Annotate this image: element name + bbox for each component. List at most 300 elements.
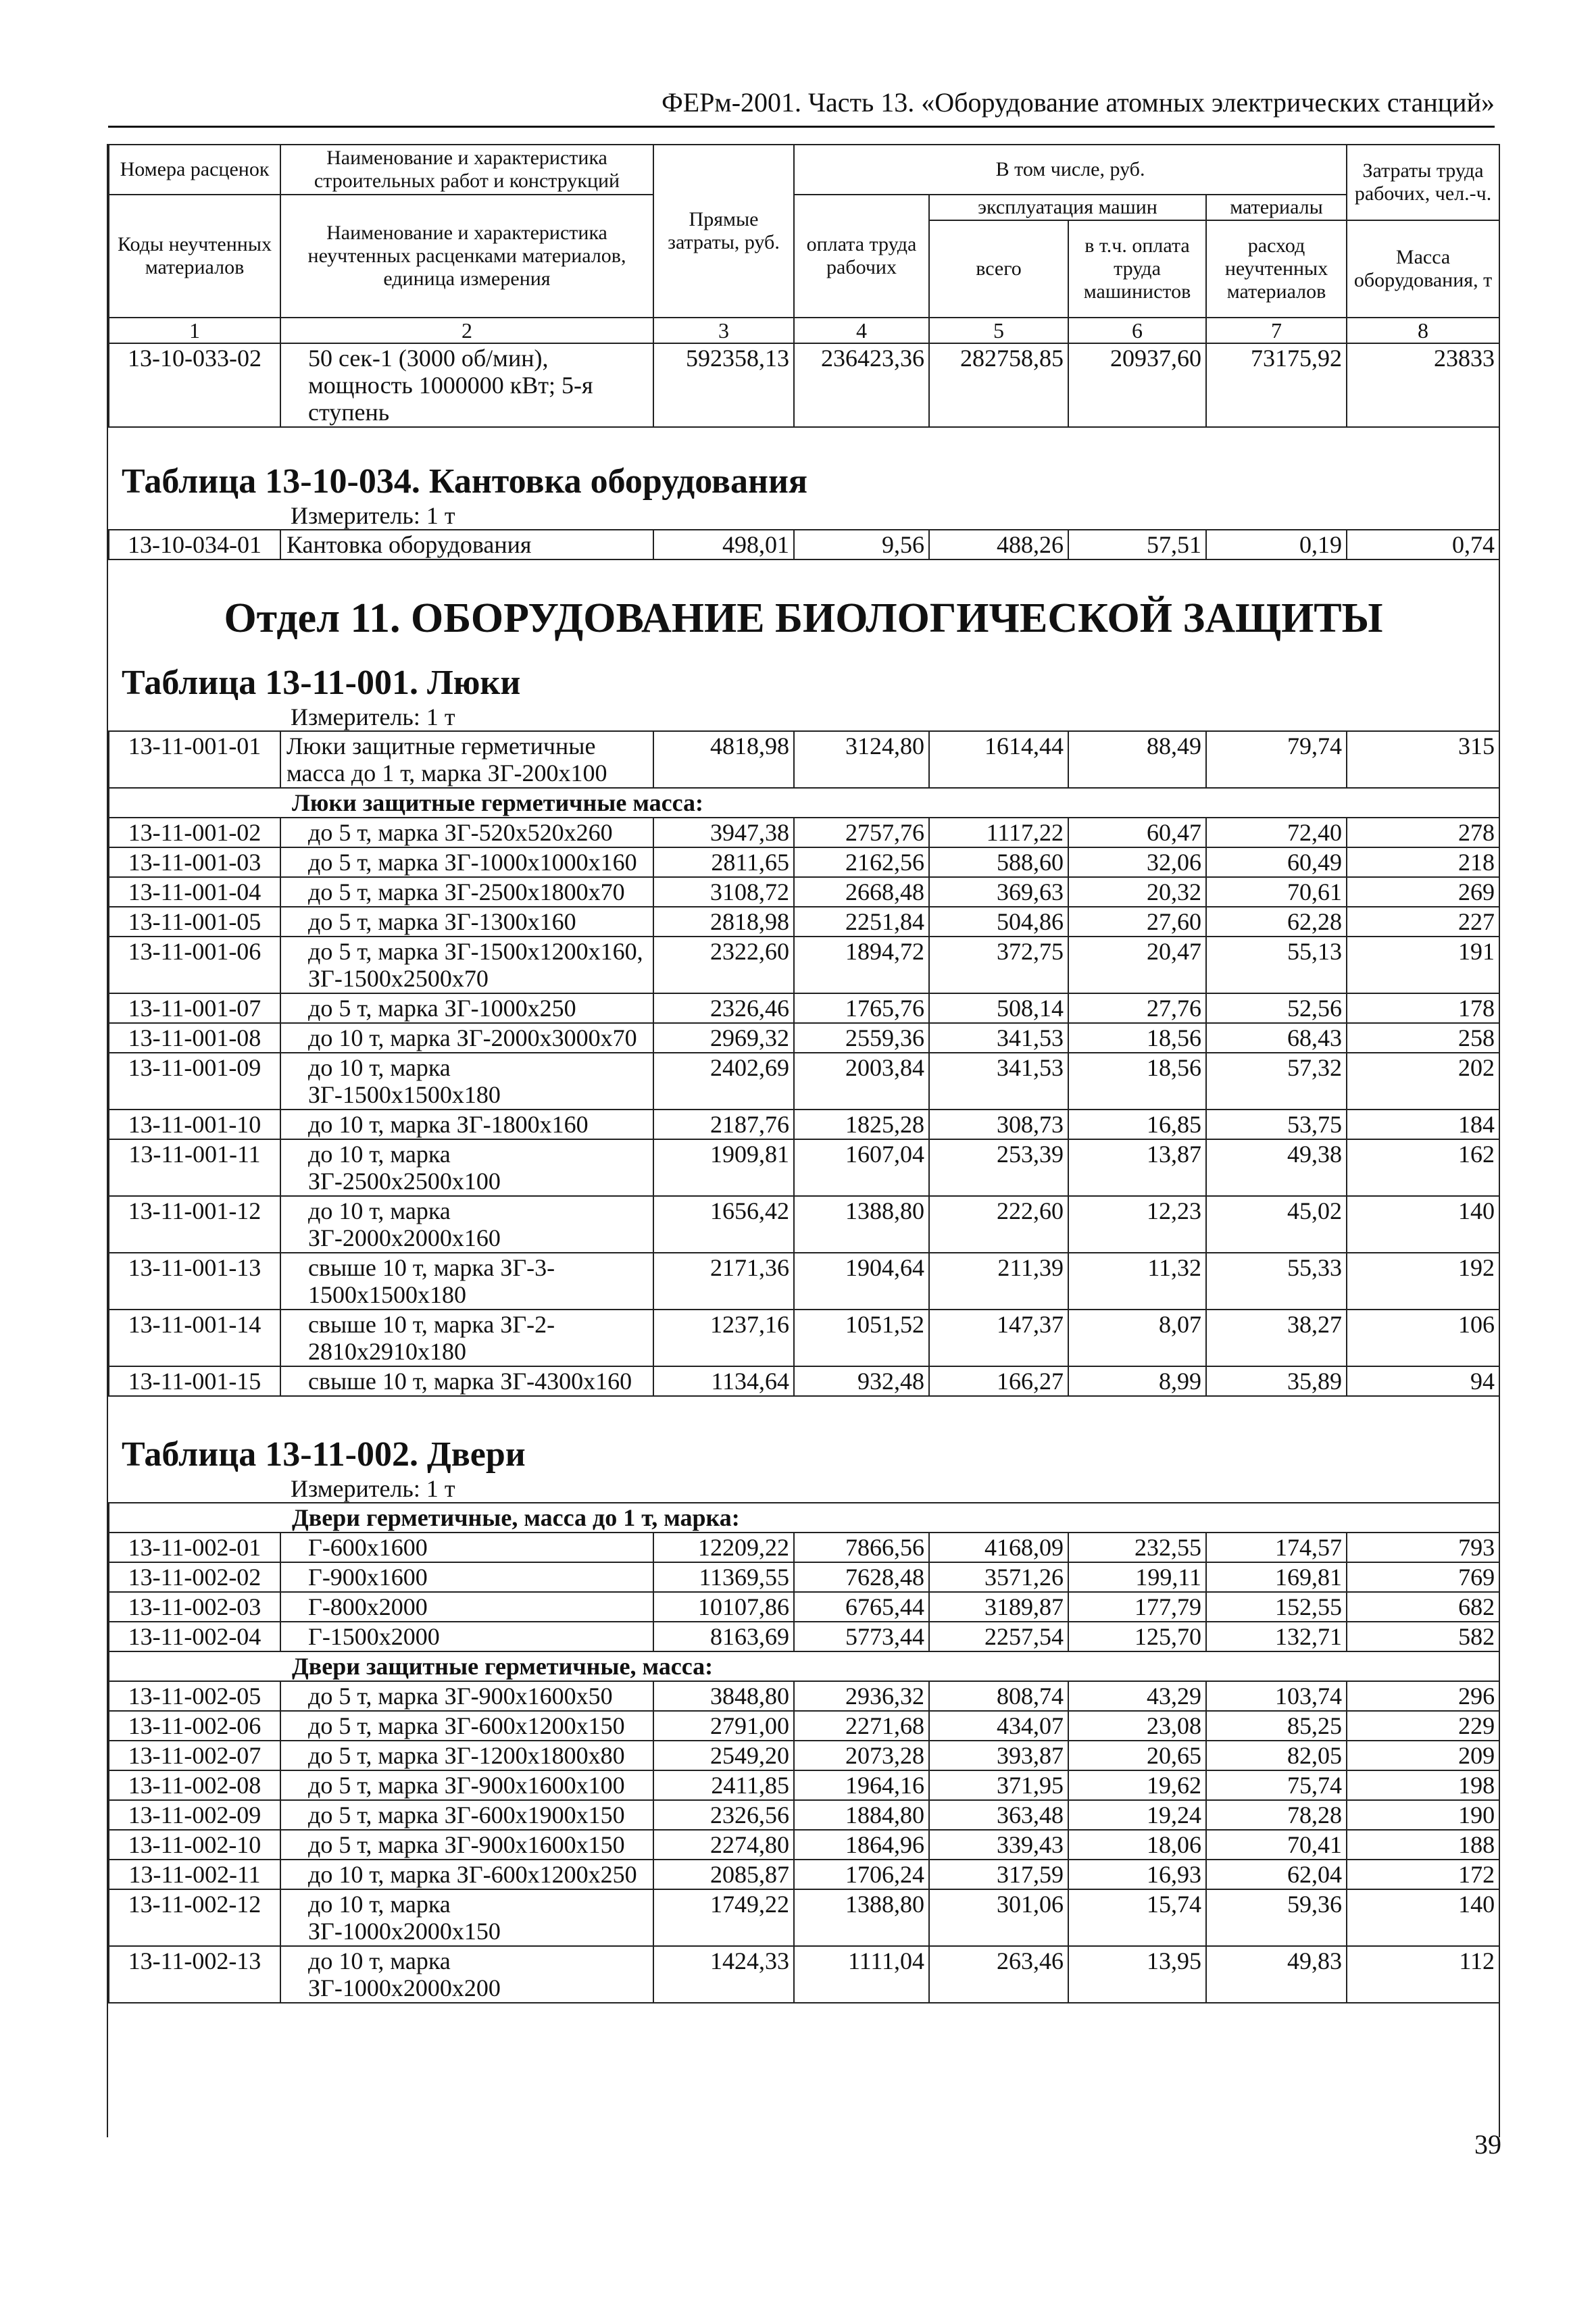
- rate-code: 13-11-001-11: [109, 1139, 280, 1196]
- value-labor-cost: 682: [1347, 1592, 1499, 1622]
- rate-name: до 10 т, марка ЗГ-2500х2500х100: [280, 1139, 653, 1196]
- value-machinists: 20,65: [1068, 1741, 1206, 1770]
- value-materials: 75,74: [1206, 1770, 1347, 1800]
- value-materials: 62,28: [1206, 907, 1347, 937]
- value-labor-cost: 0,74: [1347, 530, 1499, 559]
- value-labor-cost: 229: [1347, 1711, 1499, 1741]
- value-materials: 103,74: [1206, 1681, 1347, 1711]
- value-labor-pay: 5773,44: [794, 1622, 929, 1651]
- rate-code: 13-11-001-01: [109, 731, 280, 788]
- value-direct: 1749,22: [653, 1889, 794, 1946]
- value-machines: 3571,26: [929, 1562, 1068, 1592]
- rate-code: 13-11-002-03: [109, 1592, 280, 1622]
- value-materials: 169,81: [1206, 1562, 1347, 1592]
- value-materials: 68,43: [1206, 1023, 1347, 1053]
- value-machines: 371,95: [929, 1770, 1068, 1800]
- value-labor-pay: 1607,04: [794, 1139, 929, 1196]
- value-labor-cost: 296: [1347, 1681, 1499, 1711]
- value-labor-cost: 198: [1347, 1770, 1499, 1800]
- value-labor-cost: 192: [1347, 1253, 1499, 1310]
- table-row: [109, 731, 1499, 788]
- table-row: [109, 1830, 1499, 1860]
- value-materials: 62,04: [1206, 1860, 1347, 1889]
- value-materials: 70,41: [1206, 1830, 1347, 1860]
- table-row: [109, 530, 1499, 559]
- hdr-machines-incl: в т.ч. оплата труда машинистов: [1068, 220, 1206, 318]
- rate-name: до 10 т, марка ЗГ-1800х160: [280, 1110, 653, 1139]
- value-materials: 79,74: [1206, 731, 1347, 788]
- value-machinists: 18,06: [1068, 1830, 1206, 1860]
- table-row: [109, 877, 1499, 907]
- table-row: [109, 1139, 1499, 1196]
- rate-code: 13-11-001-05: [109, 907, 280, 937]
- table-row: [109, 1533, 1499, 1562]
- table-row: [109, 1860, 1499, 1889]
- value-machines: 301,06: [929, 1889, 1068, 1946]
- value-labor-pay: 2003,84: [794, 1053, 929, 1110]
- value-machinists: 19,62: [1068, 1770, 1206, 1800]
- rate-code: 13-11-002-07: [109, 1741, 280, 1770]
- value-labor-pay: 7628,48: [794, 1562, 929, 1592]
- rate-code: 13-11-001-10: [109, 1110, 280, 1139]
- hdr-machines-total: всего: [929, 220, 1068, 318]
- value-materials: 132,71: [1206, 1622, 1347, 1651]
- hdr-equip-mass: Масса оборудования, т: [1347, 220, 1499, 318]
- value-machines: 339,43: [929, 1830, 1068, 1860]
- value-machinists: 23,08: [1068, 1711, 1206, 1741]
- value-machinists: 27,76: [1068, 993, 1206, 1023]
- value-materials: 45,02: [1206, 1196, 1347, 1253]
- hdr-num-8: 8: [1347, 318, 1499, 343]
- rate-name: до 5 т, марка ЗГ-1500х1200х160, ЗГ-1500х2500х70: [280, 937, 653, 993]
- measure-034: Измеритель: 1 т: [291, 502, 455, 529]
- value-direct: 2402,69: [653, 1053, 794, 1110]
- page-number: 39: [1474, 2129, 1501, 2160]
- value-machinists: 125,70: [1068, 1622, 1206, 1651]
- rate-code: 13-11-001-04: [109, 877, 280, 907]
- rate-name: до 5 т, марка ЗГ-2500х1800х70: [280, 877, 653, 907]
- rate-code: 13-11-001-03: [109, 847, 280, 877]
- rate-name: до 5 т, марка ЗГ-600х1900х150: [280, 1800, 653, 1830]
- value-labor-pay: 1864,96: [794, 1830, 929, 1860]
- value-labor-pay: 2271,68: [794, 1711, 929, 1741]
- value-labor-cost: 190: [1347, 1800, 1499, 1830]
- value-machines: 211,39: [929, 1253, 1068, 1310]
- rate-name: до 5 т, марка ЗГ-520х520х260: [280, 818, 653, 847]
- rate-name: Г-600х1600: [280, 1533, 653, 1562]
- value-labor-pay: 932,48: [794, 1366, 929, 1396]
- value-machines: 2257,54: [929, 1622, 1068, 1651]
- group-row: [109, 1651, 1499, 1681]
- value-labor-cost: 315: [1347, 731, 1499, 788]
- rate-code: 13-11-002-05: [109, 1681, 280, 1711]
- value-machinists: 232,55: [1068, 1533, 1206, 1562]
- value-machines: 4168,09: [929, 1533, 1068, 1562]
- table-row: [109, 993, 1499, 1023]
- value-labor-cost: 218: [1347, 847, 1499, 877]
- value-machinists: 27,60: [1068, 907, 1206, 937]
- table-row: [109, 1770, 1499, 1800]
- hdr-machines: эксплуатация машин: [929, 195, 1206, 220]
- section-title: Отдел 11. ОБОРУДОВАНИЕ БИОЛОГИЧЕСКОЙ ЗАЩИТЫ: [224, 595, 1383, 641]
- hdr-num-2: 2: [280, 318, 653, 343]
- rate-name: до 10 т, марка ЗГ-1000х2000х200: [280, 1946, 653, 2003]
- hdr-name-bottom: Наименование и характеристика неучтенных расценками материалов, единица измерения: [280, 195, 653, 318]
- value-machines: 369,63: [929, 877, 1068, 907]
- rate-code: 13-10-034-01: [109, 530, 280, 559]
- rate-name: до 5 т, марка ЗГ-900х1600х100: [280, 1770, 653, 1800]
- rate-code: 13-11-002-06: [109, 1711, 280, 1741]
- value-machines: 341,53: [929, 1023, 1068, 1053]
- rate-name: до 10 т, марка ЗГ-2000х3000х70: [280, 1023, 653, 1053]
- rate-name: Г-900х1600: [280, 1562, 653, 1592]
- rate-code: 13-11-002-08: [109, 1770, 280, 1800]
- value-direct: 10107,86: [653, 1592, 794, 1622]
- value-materials: 55,13: [1206, 937, 1347, 993]
- value-machinists: 32,06: [1068, 847, 1206, 877]
- rate-name: Г-800х2000: [280, 1592, 653, 1622]
- rate-name: до 5 т, марка ЗГ-900х1600х150: [280, 1830, 653, 1860]
- table-row: [109, 1592, 1499, 1622]
- measure-001: Измеритель: 1 т: [291, 703, 455, 730]
- value-machines: 808,74: [929, 1681, 1068, 1711]
- value-machines: 263,46: [929, 1946, 1068, 2003]
- hdr-codes-bottom: Коды неучтенных материалов: [109, 195, 280, 318]
- hdr-labor-pay: оплата труда рабочих: [794, 195, 929, 318]
- table-row: [109, 1310, 1499, 1366]
- value-machinists: 15,74: [1068, 1889, 1206, 1946]
- value-machines: 393,87: [929, 1741, 1068, 1770]
- value-direct: 2791,00: [653, 1711, 794, 1741]
- value-materials: 0,19: [1206, 530, 1347, 559]
- value-machinists: 57,51: [1068, 530, 1206, 559]
- hdr-num-5: 5: [929, 318, 1068, 343]
- rate-name: 50 сек-1 (3000 об/мин), мощность 1000000 кВт; 5-я ступень: [280, 344, 653, 427]
- value-labor-cost: 769: [1347, 1562, 1499, 1592]
- table-row: [109, 1800, 1499, 1830]
- value-labor-cost: 269: [1347, 877, 1499, 907]
- value-direct: 1134,64: [653, 1366, 794, 1396]
- value-labor-pay: 1051,52: [794, 1310, 929, 1366]
- rate-code: 13-10-033-02: [109, 344, 280, 427]
- value-labor-cost: 188: [1347, 1830, 1499, 1860]
- table-row: [109, 1562, 1499, 1592]
- table-row: [109, 1741, 1499, 1770]
- value-machinists: 11,32: [1068, 1253, 1206, 1310]
- value-direct: 2274,80: [653, 1830, 794, 1860]
- value-direct: 3848,80: [653, 1681, 794, 1711]
- value-direct: 2171,36: [653, 1253, 794, 1310]
- value-labor-pay: 1388,80: [794, 1889, 929, 1946]
- rate-name: Г-1500х2000: [280, 1622, 653, 1651]
- table-row: [109, 1366, 1499, 1396]
- value-materials: 73175,92: [1206, 344, 1347, 427]
- table-row: [109, 1681, 1499, 1711]
- measure-002: Измеритель: 1 т: [291, 1475, 455, 1502]
- rate-code: 13-11-002-10: [109, 1830, 280, 1860]
- value-machinists: 13,87: [1068, 1139, 1206, 1196]
- value-labor-cost: 23833: [1347, 344, 1499, 427]
- value-direct: 2969,32: [653, 1023, 794, 1053]
- hdr-labor-cost: Затраты труда рабочих, чел.-ч.: [1347, 145, 1499, 220]
- table-001: [108, 730, 1500, 1397]
- value-materials: 57,32: [1206, 1053, 1347, 1110]
- rate-code: 13-11-002-01: [109, 1533, 280, 1562]
- hdr-num-4: 4: [794, 318, 929, 343]
- group-row: [109, 1503, 1499, 1533]
- rate-code: 13-11-001-12: [109, 1196, 280, 1253]
- table-title-001: Таблица 13-11-001. Люки: [122, 664, 521, 702]
- value-labor-pay: 1825,28: [794, 1110, 929, 1139]
- rate-name: свыше 10 т, марка ЗГ-4300х160: [280, 1366, 653, 1396]
- rate-name: до 10 т, марка ЗГ-600х1200х250: [280, 1860, 653, 1889]
- value-direct: 1909,81: [653, 1139, 794, 1196]
- value-labor-pay: 6765,44: [794, 1592, 929, 1622]
- table-row: [109, 907, 1499, 937]
- value-materials: 152,55: [1206, 1592, 1347, 1622]
- value-labor-cost: 227: [1347, 907, 1499, 937]
- hdr-num-6: 6: [1068, 318, 1206, 343]
- value-labor-pay: 1964,16: [794, 1770, 929, 1800]
- value-labor-pay: 2073,28: [794, 1741, 929, 1770]
- hdr-materials-sub: расход неучтенных материалов: [1206, 220, 1347, 318]
- value-direct: 2811,65: [653, 847, 794, 877]
- rate-code: 13-11-002-04: [109, 1622, 280, 1651]
- table-row: [109, 1889, 1499, 1946]
- rate-code: 13-11-002-13: [109, 1946, 280, 2003]
- value-labor-cost: 191: [1347, 937, 1499, 993]
- value-labor-cost: 278: [1347, 818, 1499, 847]
- rate-code: 13-11-001-02: [109, 818, 280, 847]
- value-materials: 59,36: [1206, 1889, 1347, 1946]
- value-labor-cost: 94: [1347, 1366, 1499, 1396]
- first-row-table: [108, 344, 1500, 428]
- value-materials: 85,25: [1206, 1711, 1347, 1741]
- running-header-text: ФЕРм-2001. Часть 13. «Оборудование атомных электрических станций»: [662, 87, 1495, 118]
- rate-name: до 10 т, марка ЗГ-1000х2000х150: [280, 1889, 653, 1946]
- value-labor-pay: 1904,64: [794, 1253, 929, 1310]
- value-machinists: 13,95: [1068, 1946, 1206, 2003]
- value-direct: 3947,38: [653, 818, 794, 847]
- value-labor-pay: 2162,56: [794, 847, 929, 877]
- value-materials: 35,89: [1206, 1366, 1347, 1396]
- table-row: [109, 1711, 1499, 1741]
- value-machinists: 60,47: [1068, 818, 1206, 847]
- value-direct: 498,01: [653, 530, 794, 559]
- value-labor-pay: 236423,36: [794, 344, 929, 427]
- hdr-codes-top: Номера расценок: [109, 145, 280, 195]
- rate-name: свыше 10 т, марка ЗГ-3-1500х1500х180: [280, 1253, 653, 1310]
- value-labor-pay: 2251,84: [794, 907, 929, 937]
- value-machines: 434,07: [929, 1711, 1068, 1741]
- table-034: [108, 529, 1500, 560]
- value-materials: 38,27: [1206, 1310, 1347, 1366]
- value-machines: 341,53: [929, 1053, 1068, 1110]
- rate-name: до 5 т, марка ЗГ-600х1200х150: [280, 1711, 653, 1741]
- value-labor-pay: 3124,80: [794, 731, 929, 788]
- value-direct: 8163,69: [653, 1622, 794, 1651]
- value-materials: 49,83: [1206, 1946, 1347, 2003]
- hdr-num-3: 3: [653, 318, 794, 343]
- value-direct: 2326,46: [653, 993, 794, 1023]
- value-direct: 2549,20: [653, 1741, 794, 1770]
- value-labor-pay: 7866,56: [794, 1533, 929, 1562]
- value-direct: 592358,13: [653, 344, 794, 427]
- value-materials: 78,28: [1206, 1800, 1347, 1830]
- value-direct: 2326,56: [653, 1800, 794, 1830]
- value-machinists: 12,23: [1068, 1196, 1206, 1253]
- value-labor-cost: 793: [1347, 1533, 1499, 1562]
- value-direct: 3108,72: [653, 877, 794, 907]
- table-row: [109, 1053, 1499, 1110]
- value-labor-cost: 178: [1347, 993, 1499, 1023]
- value-labor-pay: 1884,80: [794, 1800, 929, 1830]
- value-machinists: 43,29: [1068, 1681, 1206, 1711]
- value-machinists: 16,85: [1068, 1110, 1206, 1139]
- rate-code: 13-11-002-12: [109, 1889, 280, 1946]
- value-machines: 308,73: [929, 1110, 1068, 1139]
- document-body: [107, 144, 1500, 2137]
- value-machines: 317,59: [929, 1860, 1068, 1889]
- rate-name: Кантовка оборудования: [280, 530, 653, 559]
- value-labor-cost: 106: [1347, 1310, 1499, 1366]
- value-labor-cost: 209: [1347, 1741, 1499, 1770]
- value-machines: 147,37: [929, 1310, 1068, 1366]
- rate-name: до 10 т, марка ЗГ-1500х1500х180: [280, 1053, 653, 1110]
- hdr-num-7: 7: [1206, 318, 1347, 343]
- value-materials: 55,33: [1206, 1253, 1347, 1310]
- table-002: [108, 1502, 1500, 2003]
- value-direct: 1656,42: [653, 1196, 794, 1253]
- value-machines: 363,48: [929, 1800, 1068, 1830]
- rate-code: 13-11-001-07: [109, 993, 280, 1023]
- value-machinists: 20,47: [1068, 937, 1206, 993]
- value-direct: 2818,98: [653, 907, 794, 937]
- value-labor-pay: 2757,76: [794, 818, 929, 847]
- value-machines: 1614,44: [929, 731, 1068, 788]
- table-title-002: Таблица 13-11-002. Двери: [122, 1435, 526, 1474]
- value-labor-cost: 112: [1347, 1946, 1499, 2003]
- value-machines: 372,75: [929, 937, 1068, 993]
- value-materials: 60,49: [1206, 847, 1347, 877]
- hdr-name-top: Наименование и характеристика строительных работ и конструкций: [280, 145, 653, 195]
- value-direct: 11369,55: [653, 1562, 794, 1592]
- value-materials: 72,40: [1206, 818, 1347, 847]
- value-machinists: 20,32: [1068, 877, 1206, 907]
- rate-name: до 5 т, марка ЗГ-900х1600х50: [280, 1681, 653, 1711]
- table-row: [109, 1196, 1499, 1253]
- rate-name: до 5 т, марка ЗГ-1000х250: [280, 993, 653, 1023]
- value-labor-pay: 2559,36: [794, 1023, 929, 1053]
- value-direct: 1237,16: [653, 1310, 794, 1366]
- value-labor-cost: 140: [1347, 1196, 1499, 1253]
- rate-name: до 5 т, марка ЗГ-1200х1800х80: [280, 1741, 653, 1770]
- value-labor-pay: 1894,72: [794, 937, 929, 993]
- value-labor-cost: 172: [1347, 1860, 1499, 1889]
- rate-code: 13-11-001-09: [109, 1053, 280, 1110]
- table-row: [109, 847, 1499, 877]
- value-machines: 166,27: [929, 1366, 1068, 1396]
- value-labor-pay: 1388,80: [794, 1196, 929, 1253]
- value-labor-pay: 1111,04: [794, 1946, 929, 2003]
- table-row: [109, 1023, 1499, 1053]
- value-machinists: 19,24: [1068, 1800, 1206, 1830]
- table-row: [109, 1622, 1499, 1651]
- value-machinists: 8,07: [1068, 1310, 1206, 1366]
- value-labor-pay: 1706,24: [794, 1860, 929, 1889]
- value-machinists: 18,56: [1068, 1023, 1206, 1053]
- rate-code: 13-11-001-13: [109, 1253, 280, 1310]
- value-labor-cost: 140: [1347, 1889, 1499, 1946]
- value-machines: 222,60: [929, 1196, 1068, 1253]
- value-materials: 82,05: [1206, 1741, 1347, 1770]
- rate-name: до 5 т, марка ЗГ-1000х1000х160: [280, 847, 653, 877]
- value-materials: 53,75: [1206, 1110, 1347, 1139]
- rate-code: 13-11-002-11: [109, 1860, 280, 1889]
- value-direct: 4818,98: [653, 731, 794, 788]
- value-direct: 2187,76: [653, 1110, 794, 1139]
- group-title-001: Люки защитные герметичные масса:: [109, 788, 1499, 818]
- value-direct: 1424,33: [653, 1946, 794, 2003]
- value-machinists: 18,56: [1068, 1053, 1206, 1110]
- value-machinists: 199,11: [1068, 1562, 1206, 1592]
- running-header: [108, 86, 1495, 128]
- group-title-002-2: Двери защитные герметичные, масса:: [109, 1651, 1499, 1681]
- value-labor-cost: 184: [1347, 1110, 1499, 1139]
- value-machinists: 8,99: [1068, 1366, 1206, 1396]
- value-machinists: 20937,60: [1068, 344, 1206, 427]
- value-labor-cost: 258: [1347, 1023, 1499, 1053]
- value-labor-pay: 2668,48: [794, 877, 929, 907]
- value-machinists: 88,49: [1068, 731, 1206, 788]
- rate-name: до 5 т, марка ЗГ-1300х160: [280, 907, 653, 937]
- value-machines: 282758,85: [929, 344, 1068, 427]
- rate-code: 13-11-002-09: [109, 1800, 280, 1830]
- value-machines: 253,39: [929, 1139, 1068, 1196]
- rate-code: 13-11-001-14: [109, 1310, 280, 1366]
- value-materials: 70,61: [1206, 877, 1347, 907]
- value-materials: 174,57: [1206, 1533, 1347, 1562]
- table-row: [109, 818, 1499, 847]
- value-machines: 3189,87: [929, 1592, 1068, 1622]
- value-labor-cost: 582: [1347, 1622, 1499, 1651]
- hdr-num-1: 1: [109, 318, 280, 343]
- value-direct: 12209,22: [653, 1533, 794, 1562]
- rate-name: свыше 10 т, марка ЗГ-2-2810х2910х180: [280, 1310, 653, 1366]
- table-title-034: Таблица 13-10-034. Кантовка оборудования: [122, 462, 808, 501]
- rate-code: 13-11-001-06: [109, 937, 280, 993]
- rate-code: 13-11-001-15: [109, 1366, 280, 1396]
- value-materials: 52,56: [1206, 993, 1347, 1023]
- value-machines: 488,26: [929, 530, 1068, 559]
- value-labor-cost: 202: [1347, 1053, 1499, 1110]
- table-row: [109, 344, 1499, 427]
- table-row: [109, 1946, 1499, 2003]
- hdr-materials: материалы: [1206, 195, 1347, 220]
- value-direct: 2411,85: [653, 1770, 794, 1800]
- value-machinists: 16,93: [1068, 1860, 1206, 1889]
- value-labor-pay: 1765,76: [794, 993, 929, 1023]
- value-machines: 1117,22: [929, 818, 1068, 847]
- value-direct: 2322,60: [653, 937, 794, 993]
- table-row: [109, 1110, 1499, 1139]
- rate-name: до 10 т, марка ЗГ-2000х2000х160: [280, 1196, 653, 1253]
- header-table: [108, 144, 1500, 344]
- table-row: [109, 1253, 1499, 1310]
- value-materials: 49,38: [1206, 1139, 1347, 1196]
- hdr-direct-costs: Прямые затраты, руб.: [653, 145, 794, 318]
- table-row: [109, 937, 1499, 993]
